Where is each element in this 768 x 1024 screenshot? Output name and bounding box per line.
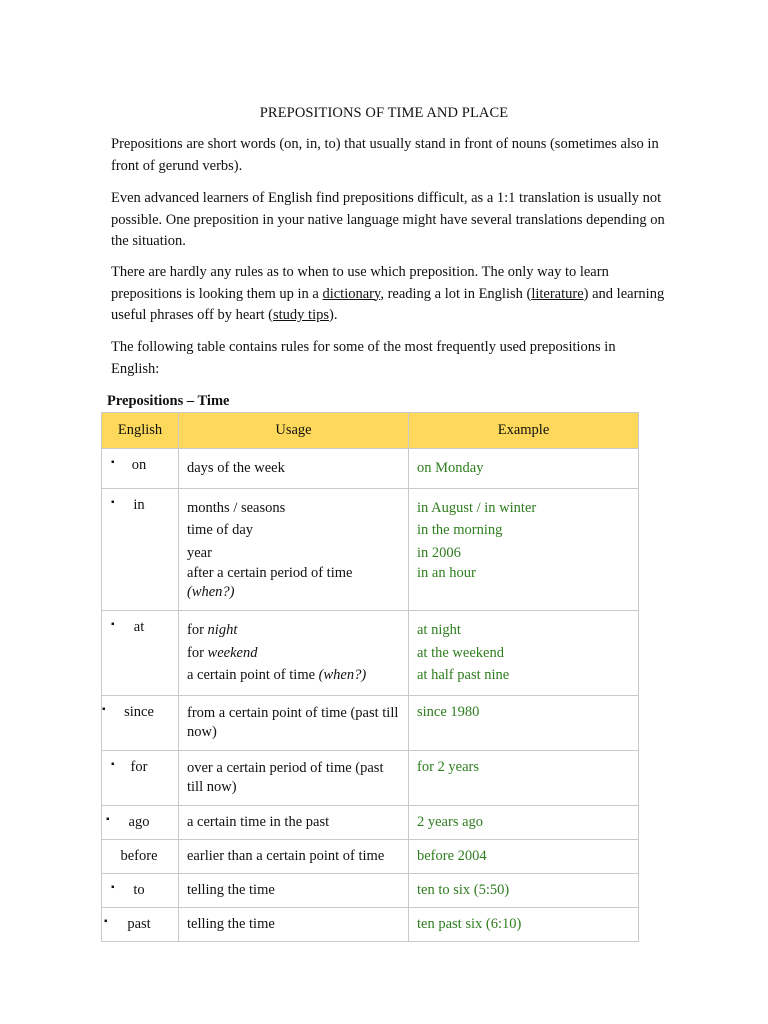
- dictionary-link[interactable]: dictionary: [322, 285, 381, 302]
- intro-paragraph-4: The following table contains rules for some of the most frequently used prepositions in English:: [111, 339, 616, 377]
- english-cell: [102, 695, 179, 750]
- usage-cell: [179, 449, 409, 489]
- page-title: PREPOSITIONS OF TIME AND PLACE: [259, 105, 509, 121]
- prepositions-time-table: [101, 412, 639, 942]
- header-example: Example: [409, 413, 639, 449]
- example-cell: for 2 years: [409, 750, 639, 805]
- usage-cell: a certain time in the past: [179, 805, 409, 839]
- usage-text: a certain point of time: [187, 667, 319, 683]
- example-line: at half past nine: [417, 667, 510, 683]
- usage-line: time of day: [187, 522, 254, 538]
- bullet-icon: ▪: [111, 758, 115, 770]
- english-cell: [102, 488, 179, 611]
- english-cell: [102, 611, 179, 696]
- usage-line: days of the week: [187, 460, 285, 476]
- example-line: in the morning: [417, 522, 503, 538]
- example-cell: [409, 611, 639, 696]
- bullet-icon: ▪: [111, 496, 115, 508]
- table-header-row: [102, 413, 639, 449]
- header-usage: Usage: [179, 413, 409, 449]
- english-cell: [102, 449, 179, 489]
- usage-line: [187, 664, 400, 687]
- usage-cell: [179, 488, 409, 611]
- usage-text: for: [187, 644, 208, 661]
- example-cell: 2 years ago: [409, 805, 639, 839]
- preposition: ago: [128, 813, 150, 830]
- example-line: in 2006: [417, 544, 461, 561]
- usage-cell: over a certain period of time (past till now): [179, 750, 409, 805]
- table-row: [102, 873, 639, 907]
- example-line: in an hour: [417, 565, 476, 581]
- bullet-icon: ▪: [104, 915, 108, 927]
- table-row: [102, 449, 639, 489]
- example-line: at the weekend: [417, 644, 504, 661]
- table-row: [102, 611, 639, 696]
- example-cell: ten to six (5:50): [409, 873, 639, 907]
- bullet-icon: ▪: [111, 619, 115, 630]
- example-cell: before 2004: [409, 839, 639, 873]
- bullet-icon: ▪: [111, 457, 115, 468]
- example-cell: [409, 488, 639, 611]
- usage-line: year: [187, 544, 212, 561]
- bullet-icon: ▪: [111, 881, 115, 893]
- english-cell: [102, 873, 179, 907]
- usage-line: [187, 642, 400, 665]
- preposition: at: [133, 619, 145, 635]
- table-row: [102, 750, 639, 805]
- english-cell: [102, 839, 179, 873]
- study-tips-link[interactable]: study tips: [273, 307, 329, 323]
- usage-line: months / seasons: [187, 499, 286, 516]
- example-line: at night: [417, 622, 461, 638]
- usage-line-italic: (when?): [187, 584, 235, 600]
- p3-text-3: ) and learning useful phrases off by heart (: [111, 285, 665, 323]
- usage-cell: telling the time: [179, 873, 409, 907]
- table-row: [102, 805, 639, 839]
- example-line: in August / in winter: [417, 499, 537, 516]
- preposition: since: [124, 703, 154, 720]
- bullet-icon: ▪: [106, 813, 110, 825]
- section-heading-time: Prepositions – Time: [107, 393, 230, 409]
- intro-paragraph-3: [111, 262, 666, 327]
- english-cell: [102, 907, 179, 941]
- example-cell: [409, 449, 639, 489]
- p3-text-2: , reading a lot in English (: [380, 285, 532, 302]
- table-row: [102, 839, 639, 873]
- table-row: [102, 695, 639, 750]
- preposition: for: [130, 758, 148, 775]
- preposition: on: [131, 457, 147, 473]
- preposition: to: [133, 881, 145, 898]
- example-cell: ten past six (6:10): [409, 907, 639, 941]
- usage-cell: earlier than a certain point of time: [179, 839, 409, 873]
- preposition: before: [120, 847, 158, 864]
- literature-link[interactable]: literature: [531, 285, 584, 302]
- english-cell: [102, 750, 179, 805]
- p3-text-1: There are hardly any rules as to when to use which preposition. The only way to learn prepositions is looking them up in a: [111, 264, 609, 302]
- header-english: English: [102, 413, 179, 449]
- example-line: on Monday: [417, 460, 484, 476]
- intro-paragraph-1: Prepositions are short words (on, in, to) that usually stand in front of nouns (sometimes also in front of gerund verbs).: [111, 136, 659, 174]
- intro-paragraph-2: Even advanced learners of English find prepositions difficult, as a 1:1 translation is usually not possible. One preposition in your native language might have several translations depending on the situation.: [111, 190, 665, 249]
- usage-cell: [179, 611, 409, 696]
- usage-italic: weekend: [207, 644, 258, 661]
- table-row: [102, 907, 639, 941]
- p3-text-4: ).: [329, 307, 338, 323]
- usage-line: after a certain period of time: [187, 565, 353, 581]
- usage-line: [187, 619, 400, 642]
- usage-cell: from a certain point of time (past till now): [179, 695, 409, 750]
- english-cell: [102, 805, 179, 839]
- table-row: [102, 488, 639, 611]
- preposition: past: [127, 915, 151, 932]
- bullet-icon: ▪: [102, 703, 106, 715]
- usage-cell: telling the time: [179, 907, 409, 941]
- example-cell: since 1980: [409, 695, 639, 750]
- preposition: in: [133, 496, 145, 513]
- usage-italic: (when?): [318, 667, 367, 683]
- usage-text: for: [187, 622, 208, 638]
- usage-italic: night: [207, 622, 238, 638]
